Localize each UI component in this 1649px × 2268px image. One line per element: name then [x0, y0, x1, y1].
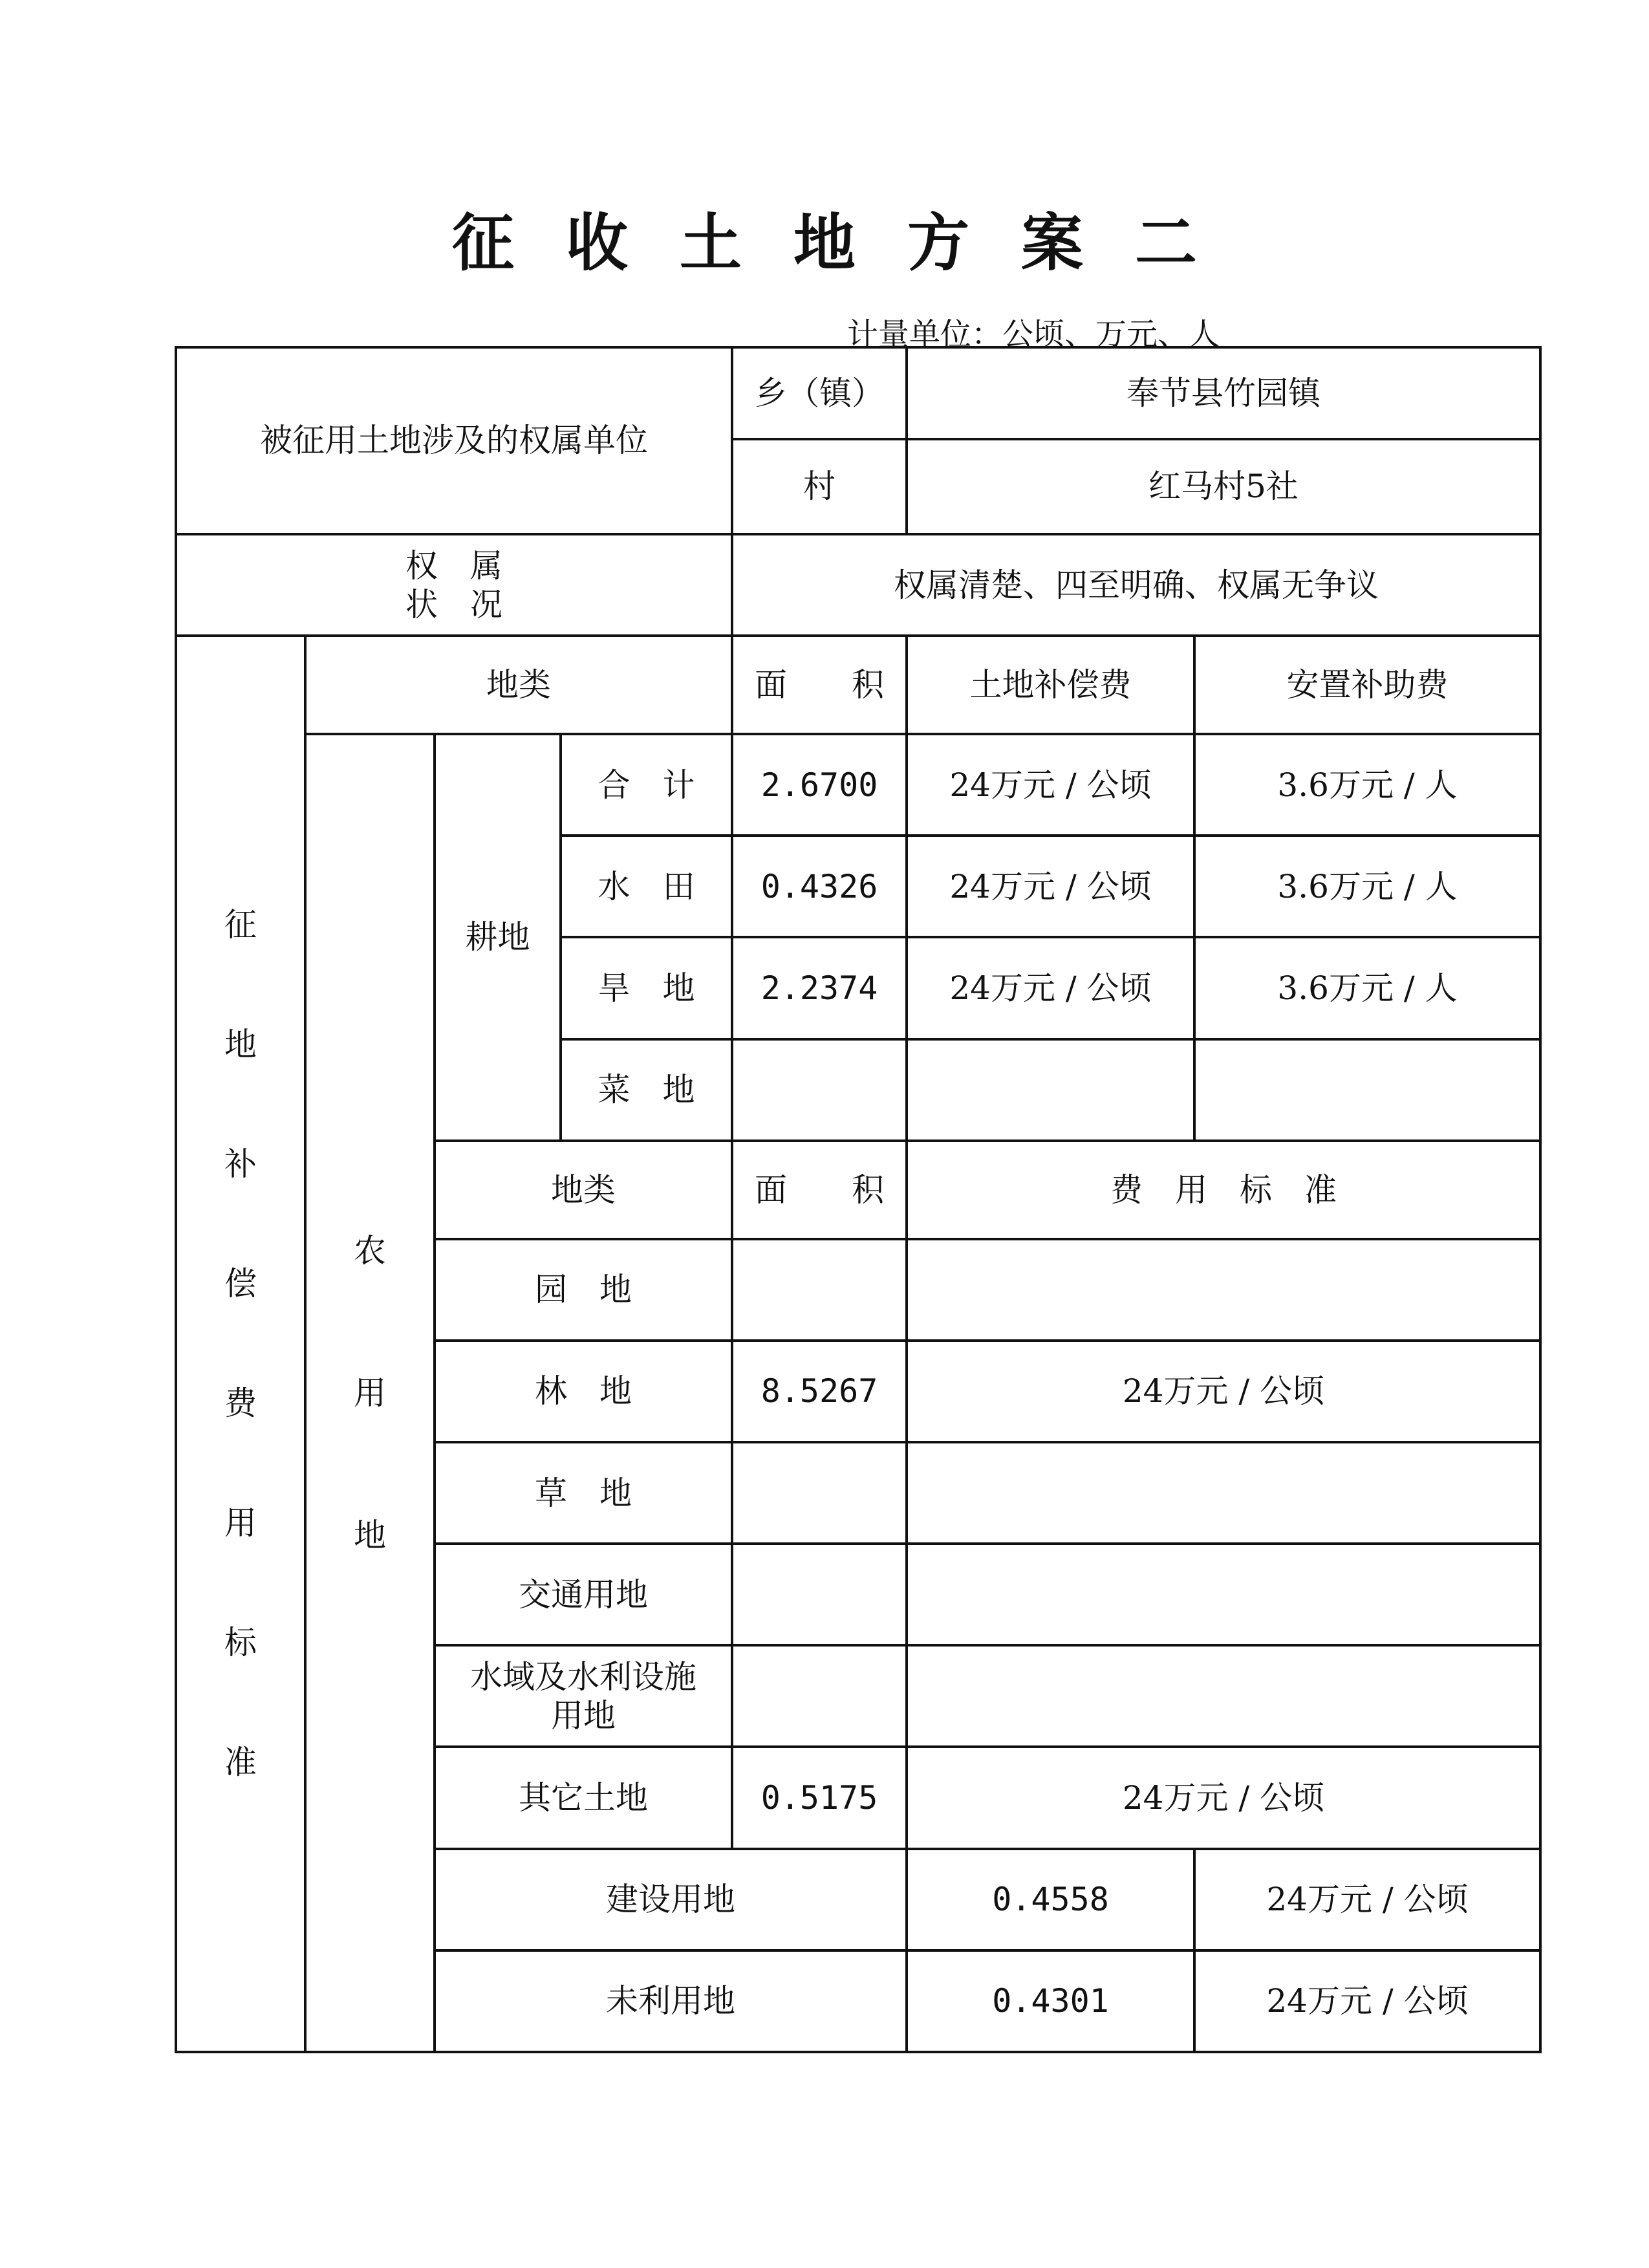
other-farm-fee [907, 1239, 1540, 1341]
farm-char: 用 [354, 1374, 386, 1412]
land-acquisition-table [175, 346, 1542, 2053]
ownership-status-label-line2: 状 况 [405, 585, 502, 623]
unit-of-measure: 计量单位：公顷、万元、人 [847, 316, 1220, 352]
header1-land-fee: 土地补偿费 [907, 636, 1194, 734]
cultivated-land-fee: 24万元 / 公顷 [907, 836, 1194, 937]
other-farm-type: 水域及水利设施用地 [435, 1645, 732, 1747]
ownership-status-label-line1: 权 属 [405, 546, 502, 585]
cultivated-resettle-fee: 3.6万元 / 人 [1194, 734, 1540, 836]
cultivated-type: 水 田 [561, 836, 732, 937]
cultivated-label: 耕地 [435, 734, 561, 1141]
cultivated-area: 2.2374 [732, 937, 907, 1039]
compensation-standard-label [176, 636, 305, 2052]
other-farm-fee [907, 1645, 1540, 1747]
township-label: 乡（镇） [732, 347, 907, 439]
cultivated-land-fee [907, 1039, 1194, 1141]
village-value: 红马村5社 [907, 439, 1540, 534]
other-farm-type: 林 地 [435, 1341, 732, 1442]
cultivated-type: 旱 地 [561, 937, 732, 1039]
non-farm-type: 未利用地 [435, 1950, 907, 2052]
other-farm-type: 园 地 [435, 1239, 732, 1341]
side-char: 费 [224, 1385, 257, 1423]
side-char: 准 [224, 1744, 257, 1782]
other-farm-area [732, 1442, 907, 1544]
non-farm-fee: 24万元 / 公顷 [1194, 1849, 1540, 1950]
farmland-label [305, 734, 435, 2052]
ownership-status-value: 权属清楚、四至明确、权属无争议 [732, 534, 1540, 636]
cultivated-land-fee: 24万元 / 公顷 [907, 937, 1194, 1039]
cultivated-type: 合 计 [561, 734, 732, 836]
side-char: 征 [224, 906, 257, 944]
cultivated-resettle-fee: 3.6万元 / 人 [1194, 836, 1540, 937]
other-farm-fee: 24万元 / 公顷 [907, 1747, 1540, 1848]
header2-area: 面 积 [732, 1141, 907, 1239]
township-value: 奉节县竹园镇 [907, 347, 1540, 439]
cultivated-type: 菜 地 [561, 1039, 732, 1141]
village-label: 村 [732, 439, 907, 534]
other-farm-fee [907, 1544, 1540, 1645]
cultivated-land-fee: 24万元 / 公顷 [907, 734, 1194, 836]
non-farm-area: 0.4558 [907, 1849, 1194, 1950]
non-farm-area: 0.4301 [907, 1950, 1194, 2052]
header2-fee-standard: 费 用 标 准 [907, 1141, 1540, 1239]
header1-land-type: 地类 [305, 636, 732, 734]
cultivated-resettle-fee [1194, 1039, 1540, 1141]
header1-resettle-fee: 安置补助费 [1194, 636, 1540, 734]
header2-land-type: 地类 [435, 1141, 732, 1239]
other-farm-area [732, 1239, 907, 1341]
other-farm-fee [907, 1442, 1540, 1544]
other-farm-area: 8.5267 [732, 1341, 907, 1442]
other-farm-area [732, 1544, 907, 1645]
other-farm-fee: 24万元 / 公顷 [907, 1341, 1540, 1442]
farm-char: 地 [354, 1517, 386, 1555]
cultivated-area: 2.6700 [732, 734, 907, 836]
side-char: 偿 [224, 1265, 257, 1303]
non-farm-type: 建设用地 [435, 1849, 907, 1950]
cultivated-resettle-fee: 3.6万元 / 人 [1194, 937, 1540, 1039]
farm-char: 农 [354, 1232, 386, 1270]
side-char: 补 [224, 1145, 257, 1183]
header1-area: 面 积 [732, 636, 907, 734]
cultivated-area: 0.4326 [732, 836, 907, 937]
other-farm-type: 交通用地 [435, 1544, 732, 1645]
side-char: 用 [224, 1504, 257, 1542]
side-char: 地 [224, 1026, 257, 1064]
non-farm-fee: 24万元 / 公顷 [1194, 1950, 1540, 2052]
cultivated-area [732, 1039, 907, 1141]
ownership-unit-label: 被征用土地涉及的权属单位 [176, 347, 732, 534]
other-farm-type: 草 地 [435, 1442, 732, 1544]
other-farm-area [732, 1645, 907, 1747]
ownership-status-label [176, 534, 732, 636]
document-title: 征收土地方案二 [452, 206, 1249, 279]
side-char: 标 [224, 1624, 257, 1662]
other-farm-area: 0.5175 [732, 1747, 907, 1848]
other-farm-type: 其它土地 [435, 1747, 732, 1848]
